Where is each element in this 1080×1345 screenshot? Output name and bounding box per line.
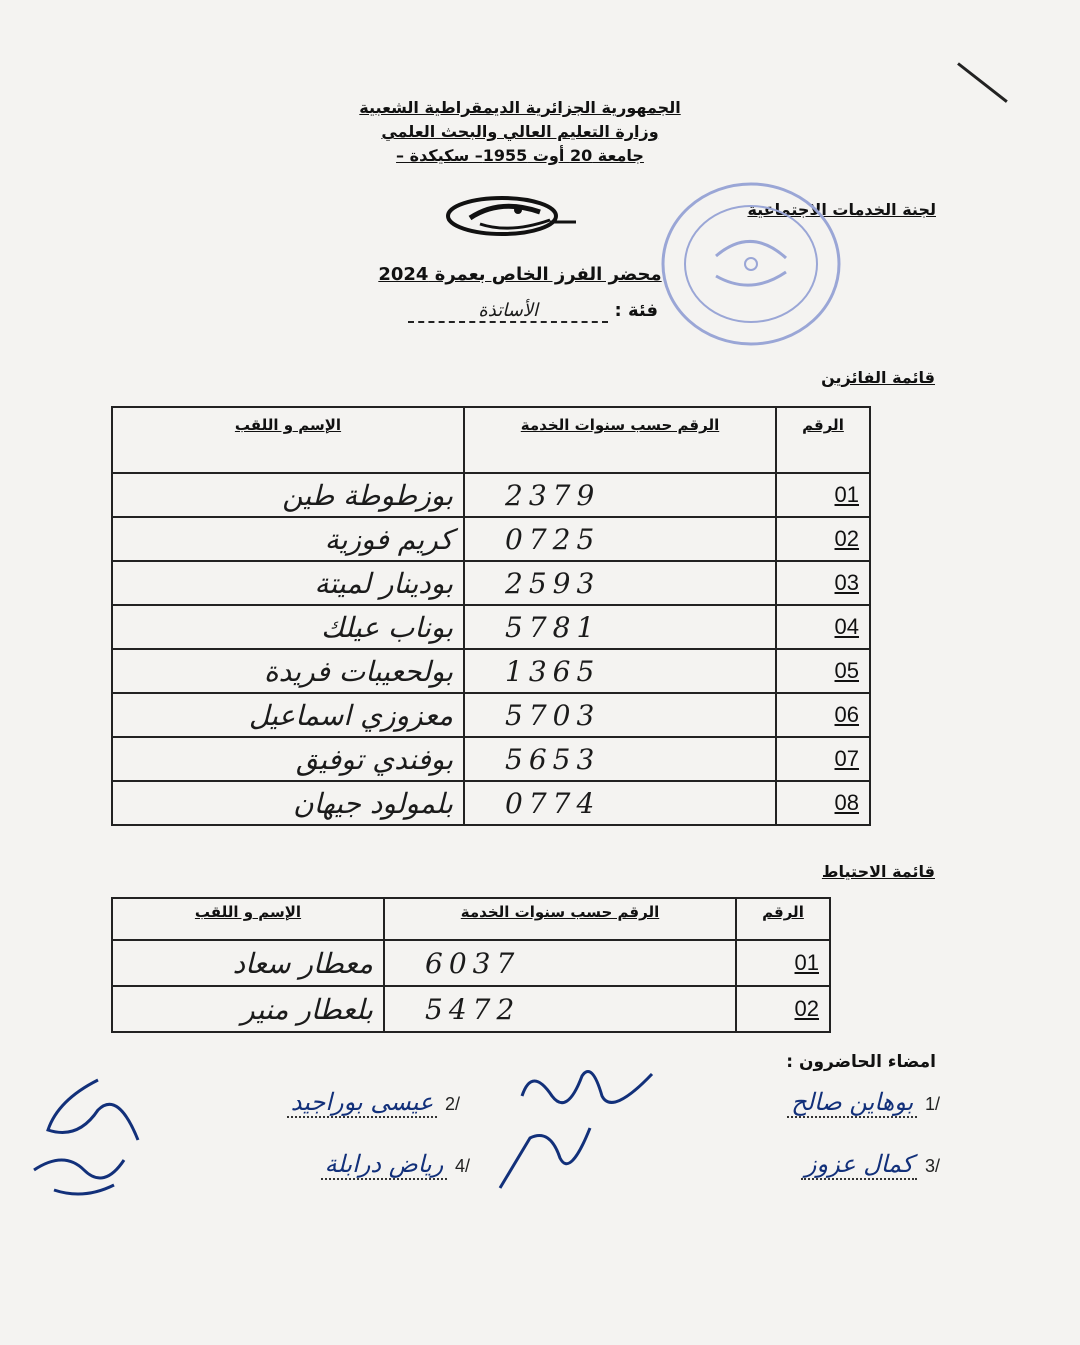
column-number: الرقم xyxy=(776,407,870,473)
reserves-table xyxy=(111,897,831,1033)
row-name: بوفندي توفيق xyxy=(112,737,464,781)
row-number: 05 xyxy=(776,649,870,693)
table-row xyxy=(112,517,870,561)
column-service: الرقم حسب سنوات الخدمة xyxy=(384,898,736,940)
reserves-body xyxy=(112,940,830,1032)
table-row xyxy=(112,473,870,517)
winners-table xyxy=(111,406,871,826)
column-service: الرقم حسب سنوات الخدمة xyxy=(464,407,776,473)
row-service-number: 6037 xyxy=(384,940,736,986)
table-row xyxy=(112,986,830,1032)
corner-mark xyxy=(957,62,1008,103)
row-service-number: 1365 xyxy=(464,649,776,693)
document-title: محضر الفرز الخاص بعمرة 2024 xyxy=(378,264,662,285)
row-number: 01 xyxy=(736,940,830,986)
document-header xyxy=(300,96,740,168)
row-service-number: 2593 xyxy=(464,561,776,605)
row-number: 07 xyxy=(776,737,870,781)
row-service-number: 0774 xyxy=(464,781,776,825)
winners-body xyxy=(112,473,870,825)
header-republic: الجمهورية الجزائرية الديمقراطية الشعبية xyxy=(359,98,681,117)
column-name: الإسم و اللقب xyxy=(112,407,464,473)
row-name: بوزطوطة طين xyxy=(112,473,464,517)
attendee-name: بوهاين صالح xyxy=(787,1088,917,1118)
university-logo-icon xyxy=(440,194,580,238)
committee-name: لجنة الخدمات الاجتماعية xyxy=(747,200,936,219)
signature-3-icon xyxy=(490,1118,600,1198)
row-service-number: 5653 xyxy=(464,737,776,781)
winners-label: قائمة الفائزين xyxy=(821,368,935,387)
row-number: 08 xyxy=(776,781,870,825)
row-name: بودينار لميتة xyxy=(112,561,464,605)
row-name: بلمولود جيهان xyxy=(112,781,464,825)
attendees-label: امضاء الحاضرون : xyxy=(786,1052,936,1072)
table-row xyxy=(112,649,870,693)
table-row xyxy=(112,693,870,737)
row-name: بولحعيبات فريدة xyxy=(112,649,464,693)
signature-4-icon xyxy=(24,1140,134,1210)
row-service-number: 5781 xyxy=(464,605,776,649)
attendee-index: /2 xyxy=(444,1094,460,1114)
column-name: الإسم و اللقب xyxy=(112,898,384,940)
attendee-3 xyxy=(801,1150,940,1180)
table-row xyxy=(112,605,870,649)
category-value: الأساتذة xyxy=(408,300,608,323)
category-label: فئة : xyxy=(614,300,658,321)
header-ministry: وزارة التعليم العالي والبحث العلمي xyxy=(381,122,659,141)
attendee-1 xyxy=(787,1088,940,1118)
attendee-name: عيسى بوراجيد xyxy=(287,1088,438,1118)
row-name: كريم فوزية xyxy=(112,517,464,561)
row-name: بلعطار منير xyxy=(112,986,384,1032)
row-name: معزوزي اسماعيل xyxy=(112,693,464,737)
row-number: 04 xyxy=(776,605,870,649)
row-name: معطار سعاد xyxy=(112,940,384,986)
attendee-index: /1 xyxy=(924,1094,940,1114)
table-header-row xyxy=(112,898,830,940)
row-service-number: 5472 xyxy=(384,986,736,1032)
table-row xyxy=(112,561,870,605)
header-university: جامعة 20 أوت 1955– سكيكدة – xyxy=(396,146,644,165)
row-number: 01 xyxy=(776,473,870,517)
attendee-name: كمال عزوز xyxy=(801,1150,917,1180)
table-row xyxy=(112,781,870,825)
row-number: 02 xyxy=(736,986,830,1032)
row-service-number: 0725 xyxy=(464,517,776,561)
row-number: 02 xyxy=(776,517,870,561)
row-service-number: 2379 xyxy=(464,473,776,517)
column-number: الرقم xyxy=(736,898,830,940)
attendee-name: رياض درابلة xyxy=(321,1150,448,1180)
row-service-number: 5703 xyxy=(464,693,776,737)
reserves-label: قائمة الاحتياط xyxy=(821,862,935,881)
row-number: 06 xyxy=(776,693,870,737)
attendee-2 xyxy=(287,1088,460,1118)
category-line xyxy=(398,300,658,323)
table-row xyxy=(112,737,870,781)
signature-1-icon xyxy=(512,1056,662,1126)
row-name: بوناب عيلك xyxy=(112,605,464,649)
signature-2-icon xyxy=(38,1070,148,1150)
attendee-index: /4 xyxy=(454,1156,470,1176)
attendee-4 xyxy=(321,1150,470,1180)
table-row xyxy=(112,940,830,986)
attendee-index: /3 xyxy=(924,1156,940,1176)
table-header-row xyxy=(112,407,870,473)
row-number: 03 xyxy=(776,561,870,605)
